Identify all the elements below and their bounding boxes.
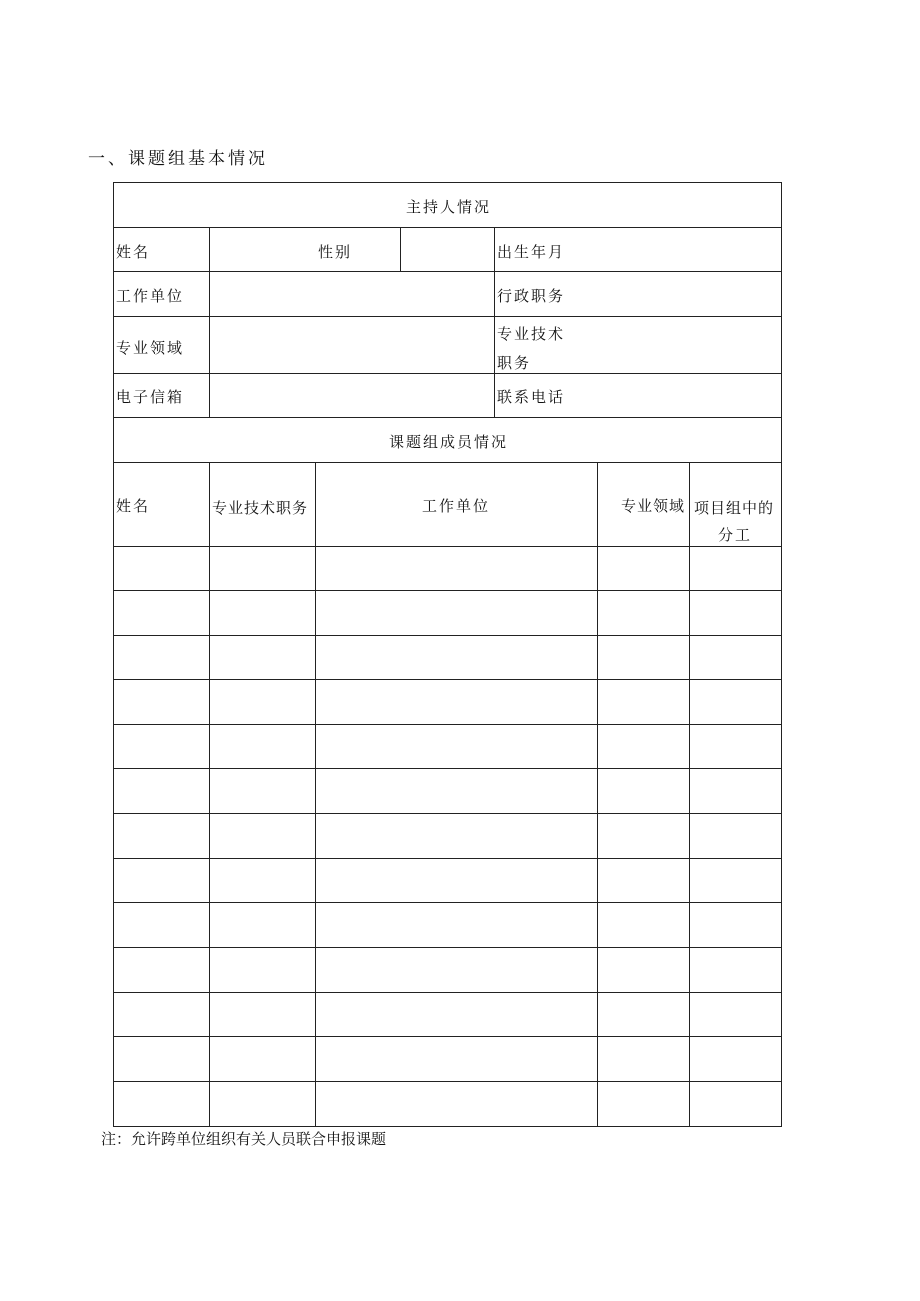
tech-title-label-line2: 职务 (497, 354, 532, 372)
row-divider (113, 1081, 782, 1082)
row-divider (113, 724, 782, 725)
col-header-field: 专业领域 (621, 497, 686, 515)
row-divider (113, 813, 782, 814)
row-divider (113, 546, 782, 547)
gender-label: 性别 (318, 243, 353, 261)
members-section-header: 课题组成员情况 (389, 433, 509, 451)
col-divider (315, 462, 316, 1127)
email-label: 电子信箱 (116, 388, 185, 406)
row-divider (113, 635, 782, 636)
row-divider (113, 992, 782, 993)
col-header-role-line1: 项目组中的 (694, 499, 775, 517)
row-divider (113, 858, 782, 859)
row-divider (113, 768, 782, 769)
row-divider (113, 1036, 782, 1037)
row-divider (113, 679, 782, 680)
col-header-tech-title: 专业技术职务 (212, 499, 309, 517)
table-border-left (113, 182, 114, 1127)
gender-field[interactable] (401, 228, 493, 270)
tech-title-label-line1: 专业技术 (497, 325, 566, 343)
host-section-header: 主持人情况 (406, 198, 492, 216)
col-header-role-line2: 分工 (718, 526, 753, 544)
col-divider (209, 462, 210, 1127)
name-field[interactable] (210, 228, 320, 270)
row-divider (113, 462, 782, 463)
tech-title-field[interactable] (583, 317, 779, 372)
table-border-bottom (113, 1126, 782, 1127)
phone-field[interactable] (583, 374, 779, 416)
basic-info-form (113, 182, 782, 1127)
birth-label: 出生年月 (497, 243, 566, 261)
col-header-unit: 工作单位 (422, 497, 491, 515)
field-label: 专业领域 (116, 339, 185, 357)
row-divider (113, 902, 782, 903)
table-border-top (113, 182, 782, 183)
section-title: 一、课题组基本情况 (88, 149, 268, 169)
admin-position-label: 行政职务 (497, 287, 566, 305)
phone-label: 联系电话 (497, 388, 566, 406)
col-header-name: 姓名 (116, 497, 151, 515)
row-divider (113, 590, 782, 591)
field-field[interactable] (210, 317, 493, 372)
admin-position-field[interactable] (583, 272, 779, 315)
email-field[interactable] (210, 374, 493, 416)
unit-label: 工作单位 (116, 287, 185, 305)
footnote: 注：允许跨单位组织有关人员联合申报课题 (101, 1130, 387, 1148)
row-divider (113, 417, 782, 418)
row-divider (113, 947, 782, 948)
col-divider (597, 462, 598, 1127)
col-divider (689, 462, 690, 1127)
table-border-right (781, 182, 782, 1127)
name-label: 姓名 (116, 243, 151, 261)
col-divider (494, 227, 495, 418)
unit-field[interactable] (210, 272, 493, 315)
birth-field[interactable] (583, 228, 779, 270)
